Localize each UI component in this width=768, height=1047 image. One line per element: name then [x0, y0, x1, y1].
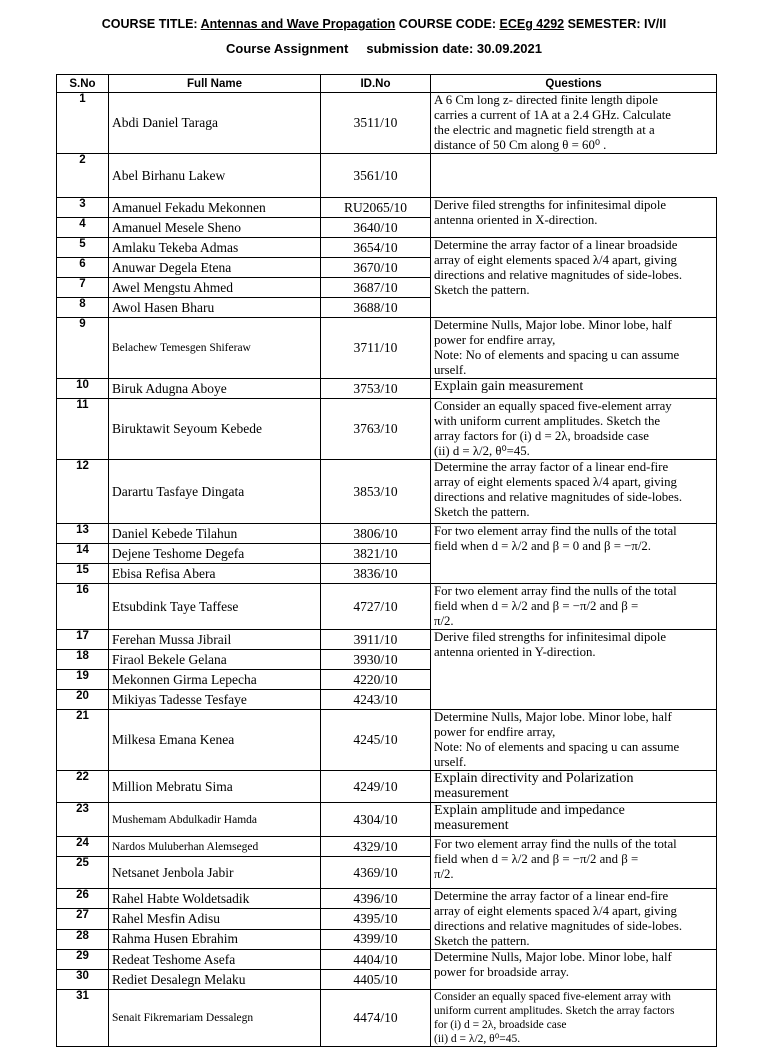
student-id: 4405/10 — [321, 970, 431, 990]
student-name: Milkesa Emana Kenea — [109, 710, 321, 771]
student-name: Awol Hasen Bharu — [109, 298, 321, 318]
student-id: 3853/10 — [321, 460, 431, 524]
question-line: (ii) d = λ/2, θ⁰=45. — [434, 1033, 521, 1045]
question-line: array of eight elements spaced λ/4 apart, giving — [434, 253, 677, 267]
assignment-title: Course Assignment — [226, 41, 349, 56]
row-number: 23 — [57, 803, 109, 837]
student-name: Rahel Habte Woldetsadik — [109, 889, 321, 909]
table-row — [57, 710, 717, 771]
assignment-line — [0, 41, 768, 56]
question-line: Derive filed strengths for infinitesimal dipole — [434, 198, 667, 212]
question-line: For two element array find the nulls of the total — [434, 524, 677, 538]
row-number: 2 — [57, 154, 109, 198]
question-line: measurement — [434, 818, 509, 833]
row-number: 26 — [57, 889, 109, 909]
row-number: 10 — [57, 379, 109, 399]
question-line: Determine the array factor of a linear end-fire — [434, 460, 669, 474]
question-line: field when d = λ/2 and β = −π/2 and β = — [434, 852, 639, 866]
row-number: 22 — [57, 771, 109, 803]
student-name: Ebisa Refisa Abera — [109, 564, 321, 584]
question-cell — [431, 524, 717, 584]
student-id: 3688/10 — [321, 298, 431, 318]
row-number: 1 — [57, 93, 109, 154]
question-cell — [431, 399, 717, 460]
table-row — [57, 630, 717, 650]
student-name: Netsanet Jenbola Jabir — [109, 857, 321, 889]
student-id: 4404/10 — [321, 950, 431, 970]
question-line: distance of 50 Cm along θ = 60⁰ . — [434, 138, 607, 152]
row-number: 15 — [57, 564, 109, 584]
table-row — [57, 803, 717, 837]
table-row — [57, 198, 717, 218]
course-title-line — [0, 17, 768, 31]
question-line: urself. — [434, 363, 467, 377]
question-cell — [431, 460, 717, 524]
question-line: array factors for (i) d = 2λ, broadside case — [434, 429, 649, 443]
student-name: Belachew Temesgen Shiferaw — [109, 318, 321, 379]
col-header-id: ID.No — [321, 75, 431, 93]
question-cell — [431, 198, 717, 238]
question-line: Explain gain measurement — [434, 379, 584, 394]
table-row — [57, 950, 717, 970]
title-label: COURSE TITLE: — [101, 17, 201, 31]
student-id: 3687/10 — [321, 278, 431, 298]
question-cell — [431, 93, 717, 154]
student-name: Biruk Adugna Aboye — [109, 379, 321, 399]
student-name: Mushemam Abdulkadir Hamda — [109, 803, 321, 837]
student-name: Amanuel Mesele Sheno — [109, 218, 321, 238]
question-cell — [431, 803, 717, 837]
student-id: 4395/10 — [321, 909, 431, 929]
student-name: Dejene Teshome Degefa — [109, 544, 321, 564]
question-line: directions and relative magnitudes of side-lobes. — [434, 919, 683, 933]
question-line: for (i) d = 2λ, broadside case — [434, 1019, 567, 1031]
row-number: 11 — [57, 399, 109, 460]
row-number: 14 — [57, 544, 109, 564]
question-line: Note: No of elements and spacing u can assume — [434, 740, 680, 754]
question-line: π/2. — [434, 867, 454, 881]
question-line: Determine Nulls, Major lobe. Minor lobe, half — [434, 318, 672, 332]
question-line: power for endfire array, — [434, 333, 556, 347]
question-line: with uniform current amplitudes. Sketch the — [434, 414, 661, 428]
student-name: Amanuel Fekadu Mekonnen — [109, 198, 321, 218]
question-line: uniform current amplitudes. Sketch the array factors — [434, 1005, 675, 1017]
student-id: 3654/10 — [321, 238, 431, 258]
col-header-questions: Questions — [431, 75, 717, 93]
student-id: 3911/10 — [321, 630, 431, 650]
question-line: Sketch the pattern. — [434, 505, 530, 519]
row-number: 16 — [57, 584, 109, 630]
row-number: 20 — [57, 690, 109, 710]
student-name: Darartu Tasfaye Dingata — [109, 460, 321, 524]
question-line: urself. — [434, 755, 467, 769]
row-number: 12 — [57, 460, 109, 524]
student-name: Redeat Teshome Asefa — [109, 950, 321, 970]
row-number: 19 — [57, 670, 109, 690]
student-id: 4474/10 — [321, 990, 431, 1047]
question-line: π/2. — [434, 614, 454, 628]
student-id: 4369/10 — [321, 857, 431, 889]
row-number: 24 — [57, 837, 109, 857]
student-name: Amlaku Tekeba Admas — [109, 238, 321, 258]
question-cell — [431, 238, 717, 318]
student-id: 3836/10 — [321, 564, 431, 584]
row-number: 25 — [57, 857, 109, 889]
student-id: 4304/10 — [321, 803, 431, 837]
question-line: Determine Nulls, Major lobe. Minor lobe, half — [434, 950, 672, 964]
course-title: Antennas and Wave Propagation — [200, 17, 396, 31]
student-name: Abel Birhanu Lakew — [109, 154, 321, 198]
table-row — [57, 889, 717, 909]
student-id: 4727/10 — [321, 584, 431, 630]
row-number: 13 — [57, 524, 109, 544]
table-body — [57, 93, 717, 1047]
question-cell — [431, 950, 717, 990]
question-line: Explain amplitude and impedance — [434, 803, 625, 818]
semester-label: SEMESTER: IV/II — [564, 17, 667, 31]
student-name: Abdi Daniel Taraga — [109, 93, 321, 154]
row-number: 29 — [57, 950, 109, 970]
student-id: 3763/10 — [321, 399, 431, 460]
question-cell — [431, 630, 717, 710]
question-line: the electric and magnetic field strength at a — [434, 123, 655, 137]
question-line: field when d = λ/2 and β = 0 and β = −π/2. — [434, 539, 651, 553]
question-line: array of eight elements spaced λ/4 apart, giving — [434, 904, 677, 918]
question-line: A 6 Cm long z- directed finite length dipole — [434, 93, 658, 107]
row-number: 18 — [57, 650, 109, 670]
table-row — [57, 93, 717, 154]
question-line: power for endfire array, — [434, 725, 556, 739]
student-id: 3640/10 — [321, 218, 431, 238]
question-line: Consider an equally spaced five-element array with — [434, 991, 671, 1003]
student-name: Anuwar Degela Etena — [109, 258, 321, 278]
assignment-table — [56, 74, 717, 1047]
submission-date: submission date: 30.09.2021 — [366, 41, 542, 56]
student-id: 3561/10 — [321, 154, 431, 198]
student-id: 4329/10 — [321, 837, 431, 857]
course-code: ECEg 4292 — [499, 17, 565, 31]
student-name: Biruktawit Seyoum Kebede — [109, 399, 321, 460]
question-line: power for broadside array. — [434, 965, 569, 979]
student-name: Rediet Desalegn Melaku — [109, 970, 321, 990]
row-number: 21 — [57, 710, 109, 771]
table-row — [57, 524, 717, 544]
question-line: Explain directivity and Polarization — [434, 771, 634, 786]
row-number: 17 — [57, 630, 109, 650]
student-id: 4399/10 — [321, 929, 431, 949]
student-name: Etsubdink Taye Taffese — [109, 584, 321, 630]
student-name: Million Mebratu Sima — [109, 771, 321, 803]
question-line: For two element array find the nulls of the total — [434, 584, 677, 598]
question-line: Determine the array factor of a linear end-fire — [434, 889, 669, 903]
question-line: field when d = λ/2 and β = −π/2 and β = — [434, 599, 639, 613]
student-name: Senait Fikremariam Dessalegn — [109, 990, 321, 1047]
table-header-row — [57, 75, 717, 93]
question-cell — [431, 584, 717, 630]
row-number: 31 — [57, 990, 109, 1047]
student-name: Awel Mengstu Ahmed — [109, 278, 321, 298]
student-id: 4243/10 — [321, 690, 431, 710]
table-row — [57, 584, 717, 630]
table-row — [57, 154, 717, 198]
row-number: 5 — [57, 238, 109, 258]
student-name: Nardos Muluberhan Alemseged — [109, 837, 321, 857]
question-cell — [431, 318, 717, 379]
question-line: Sketch the pattern. — [434, 934, 530, 948]
student-name: Mekonnen Girma Lepecha — [109, 670, 321, 690]
student-id: 3670/10 — [321, 258, 431, 278]
student-id: 4249/10 — [321, 771, 431, 803]
student-id: 3711/10 — [321, 318, 431, 379]
col-header-sno: S.No — [57, 75, 109, 93]
row-number: 9 — [57, 318, 109, 379]
question-line: For two element array find the nulls of the total — [434, 837, 677, 851]
student-id: 3930/10 — [321, 650, 431, 670]
table-row — [57, 771, 717, 803]
student-id: 4245/10 — [321, 710, 431, 771]
row-number: 28 — [57, 929, 109, 949]
student-name: Mikiyas Tadesse Tesfaye — [109, 690, 321, 710]
question-line: Determine Nulls, Major lobe. Minor lobe, half — [434, 710, 672, 724]
table-row — [57, 399, 717, 460]
student-name: Daniel Kebede Tilahun — [109, 524, 321, 544]
question-line: Note: No of elements and spacing u can assume — [434, 348, 680, 362]
question-line: antenna oriented in X-direction. — [434, 213, 598, 227]
table-row — [57, 990, 717, 1047]
question-cell — [431, 990, 717, 1047]
col-header-name: Full Name — [109, 75, 321, 93]
question-line: antenna oriented in Y-direction. — [434, 645, 596, 659]
question-line: directions and relative magnitudes of side-lobes. — [434, 490, 683, 504]
question-line: Determine the array factor of a linear broadside — [434, 238, 678, 252]
row-number: 8 — [57, 298, 109, 318]
question-line: directions and relative magnitudes of side-lobes. — [434, 268, 683, 282]
student-id: 4396/10 — [321, 889, 431, 909]
table-row — [57, 238, 717, 258]
student-name: Ferehan Mussa Jibrail — [109, 630, 321, 650]
question-line: Consider an equally spaced five-element array — [434, 399, 672, 413]
row-number: 7 — [57, 278, 109, 298]
question-line: (ii) d = λ/2, θ⁰=45. — [434, 444, 530, 458]
student-name: Firaol Bekele Gelana — [109, 650, 321, 670]
row-number: 27 — [57, 909, 109, 929]
code-label: COURSE CODE: — [395, 17, 500, 31]
student-id: 3821/10 — [321, 544, 431, 564]
table-row — [57, 318, 717, 379]
student-id: 3806/10 — [321, 524, 431, 544]
question-line: Derive filed strengths for infinitesimal dipole — [434, 630, 667, 644]
question-line: Sketch the pattern. — [434, 283, 530, 297]
student-id: 4220/10 — [321, 670, 431, 690]
student-name: Rahma Husen Ebrahim — [109, 929, 321, 949]
question-cell — [431, 379, 717, 399]
table-row — [57, 379, 717, 399]
row-number: 4 — [57, 218, 109, 238]
question-cell — [431, 710, 717, 771]
table-row — [57, 460, 717, 524]
question-cell — [431, 889, 717, 950]
student-id: 3753/10 — [321, 379, 431, 399]
question-line: array of eight elements spaced λ/4 apart, giving — [434, 475, 677, 489]
question-cell — [431, 837, 717, 889]
student-id: RU2065/10 — [321, 198, 431, 218]
question-cell — [431, 771, 717, 803]
table-row — [57, 837, 717, 857]
student-id: 3511/10 — [321, 93, 431, 154]
student-name: Rahel Mesfin Adisu — [109, 909, 321, 929]
row-number: 6 — [57, 258, 109, 278]
row-number: 3 — [57, 198, 109, 218]
question-line: measurement — [434, 786, 509, 801]
question-line: carries a current of 1A at a 2.4 GHz. Calculate — [434, 108, 671, 122]
row-number: 30 — [57, 970, 109, 990]
